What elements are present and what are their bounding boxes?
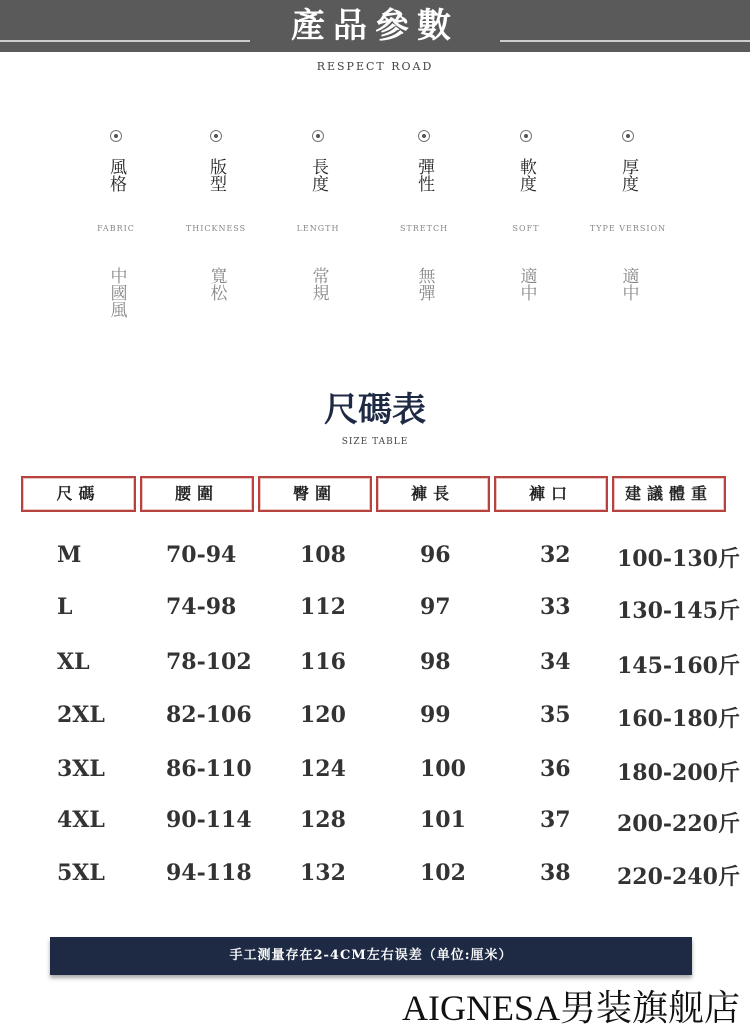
param-eng: THICKNESS — [185, 224, 247, 233]
cell-size: 3XL — [57, 756, 105, 782]
size-table-subtitle: SIZE TABLE — [341, 437, 409, 447]
cell-size: L — [57, 594, 73, 620]
cell-leg-opening: 36 — [540, 756, 571, 782]
param-softness — [471, 130, 581, 305]
cell-hip: 124 — [300, 756, 346, 782]
param-eng: STRETCH — [399, 224, 449, 233]
col-header-leg-opening: 褲口 — [494, 476, 608, 512]
param-value: 無彈 — [414, 267, 435, 301]
param-style — [61, 130, 171, 322]
store-brand: AIGNESA男装旗舰店 — [402, 988, 740, 1028]
param-eng: TYPE VERSION — [589, 224, 667, 233]
measurement-note: 手工测量存在2-4CM左右误差（单位:厘米） — [50, 937, 692, 975]
cell-hip: 112 — [300, 594, 346, 620]
size-table-title: 尺碼表 — [324, 390, 426, 430]
cell-size: XL — [57, 649, 90, 675]
cell-length: 97 — [420, 594, 451, 620]
bullet-icon — [520, 130, 532, 142]
cell-waist: 82-106 — [166, 702, 252, 728]
cell-waist: 90-114 — [166, 807, 252, 833]
header-rule-left — [0, 40, 250, 42]
cell-leg-opening: 34 — [540, 649, 571, 675]
param-value: 中國風 — [106, 267, 127, 318]
cell-size: 4XL — [57, 807, 105, 833]
cell-waist: 94-118 — [166, 860, 252, 886]
cell-weight: 180-200斤 — [617, 760, 740, 786]
param-label: 厚度 — [618, 158, 638, 192]
page-subtitle: RESPECT ROAD — [316, 60, 434, 73]
cell-length: 99 — [420, 702, 451, 728]
cell-leg-opening: 33 — [540, 594, 571, 620]
header-rule-right — [500, 40, 750, 42]
cell-leg-opening: 37 — [540, 807, 571, 833]
cell-leg-opening: 32 — [540, 542, 571, 568]
cell-weight: 145-160斤 — [617, 653, 740, 679]
param-stretch — [369, 130, 479, 305]
cell-size: M — [57, 542, 82, 568]
cell-hip: 128 — [300, 807, 346, 833]
param-eng: LENGTH — [296, 224, 340, 233]
bullet-icon — [110, 130, 122, 142]
cell-weight: 200-220斤 — [617, 811, 740, 837]
page-title: 產品參數 — [250, 0, 500, 52]
col-header-hip: 臀圍 — [258, 476, 372, 512]
param-value: 適中 — [516, 267, 537, 301]
param-fit — [161, 130, 271, 305]
cell-waist: 86-110 — [166, 756, 252, 782]
cell-hip: 120 — [300, 702, 346, 728]
col-header-waist: 腰圍 — [140, 476, 254, 512]
bullet-icon — [312, 130, 324, 142]
cell-hip: 108 — [300, 542, 346, 568]
param-label: 長度 — [308, 158, 328, 192]
cell-size: 2XL — [57, 702, 105, 728]
bullet-icon — [622, 130, 634, 142]
cell-weight: 130-145斤 — [617, 598, 740, 624]
cell-leg-opening: 38 — [540, 860, 571, 886]
param-value: 適中 — [618, 267, 639, 301]
col-header-weight: 建議體重 — [612, 476, 726, 512]
cell-weight: 100-130斤 — [617, 546, 740, 572]
cell-length: 96 — [420, 542, 451, 568]
cell-weight: 160-180斤 — [617, 706, 740, 732]
cell-hip: 116 — [300, 649, 346, 675]
cell-length: 100 — [420, 756, 466, 782]
param-thickness — [573, 130, 683, 305]
bullet-icon — [210, 130, 222, 142]
param-label: 彈性 — [414, 158, 434, 192]
col-header-size: 尺碼 — [21, 476, 136, 512]
param-length — [263, 130, 373, 305]
cell-waist: 78-102 — [166, 649, 252, 675]
param-eng: FABRIC — [97, 224, 135, 233]
col-header-length: 褲長 — [376, 476, 490, 512]
cell-weight: 220-240斤 — [617, 864, 740, 890]
param-value: 寬松 — [206, 267, 227, 301]
cell-leg-opening: 35 — [540, 702, 571, 728]
bullet-icon — [418, 130, 430, 142]
param-label: 軟度 — [516, 158, 536, 192]
cell-length: 101 — [420, 807, 466, 833]
param-eng: SOFT — [512, 224, 540, 233]
cell-length: 102 — [420, 860, 466, 886]
param-label: 版型 — [206, 158, 226, 192]
cell-hip: 132 — [300, 860, 346, 886]
param-label: 風格 — [106, 158, 126, 192]
param-value: 常規 — [308, 267, 329, 301]
cell-size: 5XL — [57, 860, 105, 886]
header-band — [0, 0, 750, 52]
cell-waist: 70-94 — [166, 542, 237, 568]
cell-length: 98 — [420, 649, 451, 675]
cell-waist: 74-98 — [166, 594, 237, 620]
